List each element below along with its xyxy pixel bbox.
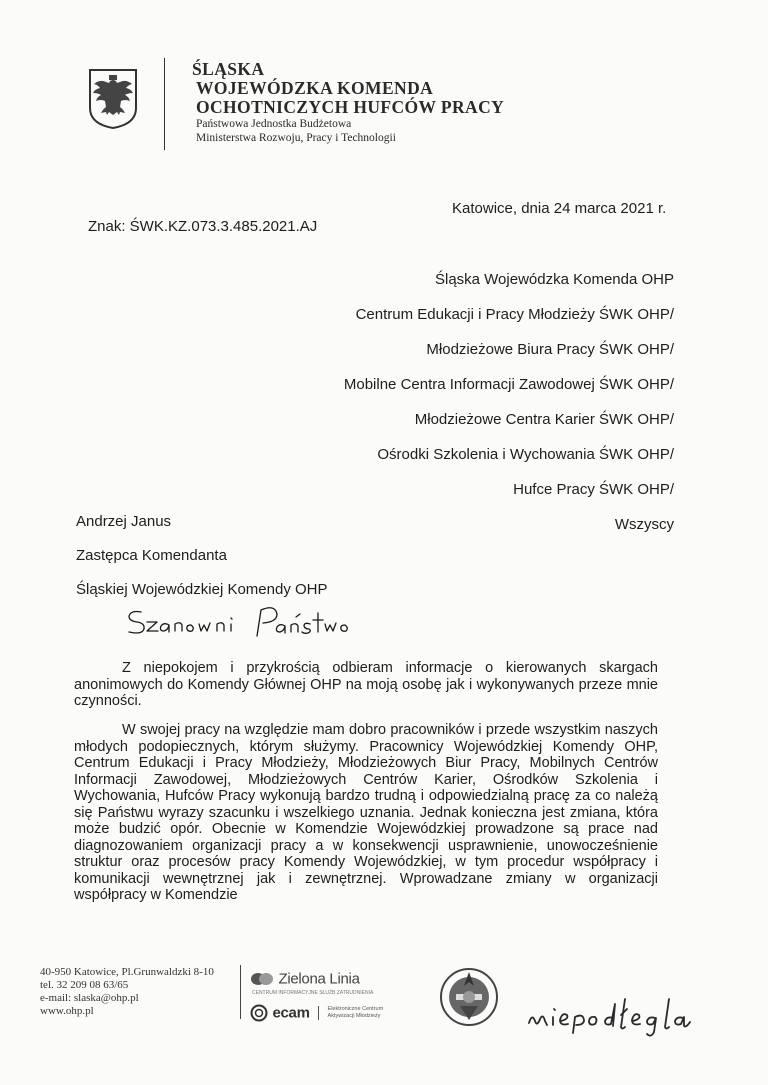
reference-number: Znak: ŚWK.KZ.073.3.485.2021.AJ xyxy=(88,218,318,235)
ecam-tagline-line2: Aktywizacji Młodzieży xyxy=(327,1013,381,1019)
body-paragraph-2 xyxy=(74,722,658,904)
ecam-tagline xyxy=(328,1006,384,1020)
recipients-block xyxy=(344,262,674,542)
body-paragraph-1 xyxy=(74,660,658,710)
recipient-line: Centrum Edukacji i Pracy Młodzieży ŚWK OHP/ xyxy=(355,306,674,323)
org-subtitle-line1: Państwowa Jednostka Budżetowa xyxy=(196,118,352,130)
zielona-linia-logo xyxy=(250,970,374,996)
polish-eagle-emblem-icon xyxy=(88,68,138,130)
ohp-emblem-icon xyxy=(438,966,500,1028)
recipient-line: Wszyscy xyxy=(614,516,674,533)
zielona-linia-tagline: CENTRUM INFORMACYJNE SŁUŻB ZATRUDNIENIA xyxy=(252,990,374,996)
recipient-line: Śląska Wojewódzka Komenda OHP xyxy=(434,271,674,288)
recipient-line: Hufce Pracy ŚWK OHP/ xyxy=(513,481,674,498)
recipient-line: Mobilne Centra Informacji Zawodowej ŚWK OHP/ xyxy=(343,376,674,393)
sender-block xyxy=(76,505,328,607)
ecam-name: ecam xyxy=(272,1004,310,1022)
zielona-linia-mark-icon xyxy=(250,972,274,986)
handwritten-salutation xyxy=(125,598,395,648)
footer-contact xyxy=(40,966,214,1018)
sender-title: Zastępca Komendanta xyxy=(76,547,227,564)
footer-email: e-mail: slaska@ohp.pl xyxy=(40,992,139,1004)
footer-address: 40-950 Katowice, Pl.Grunwaldzki 8-10 xyxy=(40,966,214,978)
paragraph-text: Z niepokojem i przykrością odbieram informacje o kierowanych skargach anonimowych do Komendy Głównej OHP na moją osobę jak i wykonywanych przeze mnie czynności. xyxy=(74,660,658,709)
recipient-line: Ośrodki Szkolenia i Wychowania ŚWK OHP/ xyxy=(377,446,674,463)
ecam-separator xyxy=(318,1006,319,1020)
org-name-line2: WOJEWÓDZKA KOMENDA xyxy=(196,78,434,98)
recipient-line: Młodzieżowe Centra Karier ŚWK OHP/ xyxy=(414,411,674,428)
recipient-line: Młodzieżowe Biura Pracy ŚWK OHP/ xyxy=(426,341,674,358)
sender-organization: Śląskiej Wojewódzkiej Komendy OHP xyxy=(76,581,328,598)
niepodlegla-logotype xyxy=(525,985,710,1040)
org-name-line1: ŚLĄSKA xyxy=(192,59,265,79)
footer-website: www.ohp.pl xyxy=(40,1005,94,1017)
organization-header xyxy=(192,60,504,145)
ecam-logo xyxy=(250,1004,383,1026)
zielona-linia-name: Zielona Linia xyxy=(278,970,360,988)
sender-name: Andrzej Janus xyxy=(76,513,172,530)
ecam-mark-icon xyxy=(250,1004,268,1022)
header-divider xyxy=(164,58,165,150)
place-and-date: Katowice, dnia 24 marca 2021 r. xyxy=(452,200,667,217)
org-subtitle-line2: Ministerstwa Rozwoju, Pracy i Technologii xyxy=(196,132,396,144)
footer-phone: tel. 32 209 08 63/65 xyxy=(40,979,129,991)
ecam-tagline-line1: Elektroniczne Centrum xyxy=(327,1006,384,1012)
paragraph-text: W swojej pracy na względzie mam dobro pracowników i przede wszystkim naszych młodych podopiecznych, którym służymy. Pracownicy Wojewódzkiej Komendy OHP, Centrum Edukacji i Pracy Młodzieży, Młodzieżowych Biur Pracy, Mobilnych Centrów Informacji Zawodowej, Młodzieżowych Centrów Karier, Ośrodków Szkolenia i Wychowania, Hufców Pracy wykonują bardzo trudną i odpowiedzialną pracę za co należą się Państwu wyrazy szacunku i wszelkiego uznania. Jednak konieczna jest zmiana, która może budzić opór. Obecnie w Komendzie Wojewódzkiej prowadzone są prace nad diagnozowaniem organizacji pracy a w konsekwencji usprawnienie, unowocześnienie struktur oraz procesów pracy Komendy Wojewódzkiej, w tym procedur współpracy i komunikacji wewnętrznej jak i zewnętrznej. Wprowadzane zmiany w organizacji współpracy w Komendzie xyxy=(74,722,658,903)
org-name-line3: OCHOTNICZYCH HUFCÓW PRACY xyxy=(196,97,505,117)
footer-divider xyxy=(240,965,241,1019)
